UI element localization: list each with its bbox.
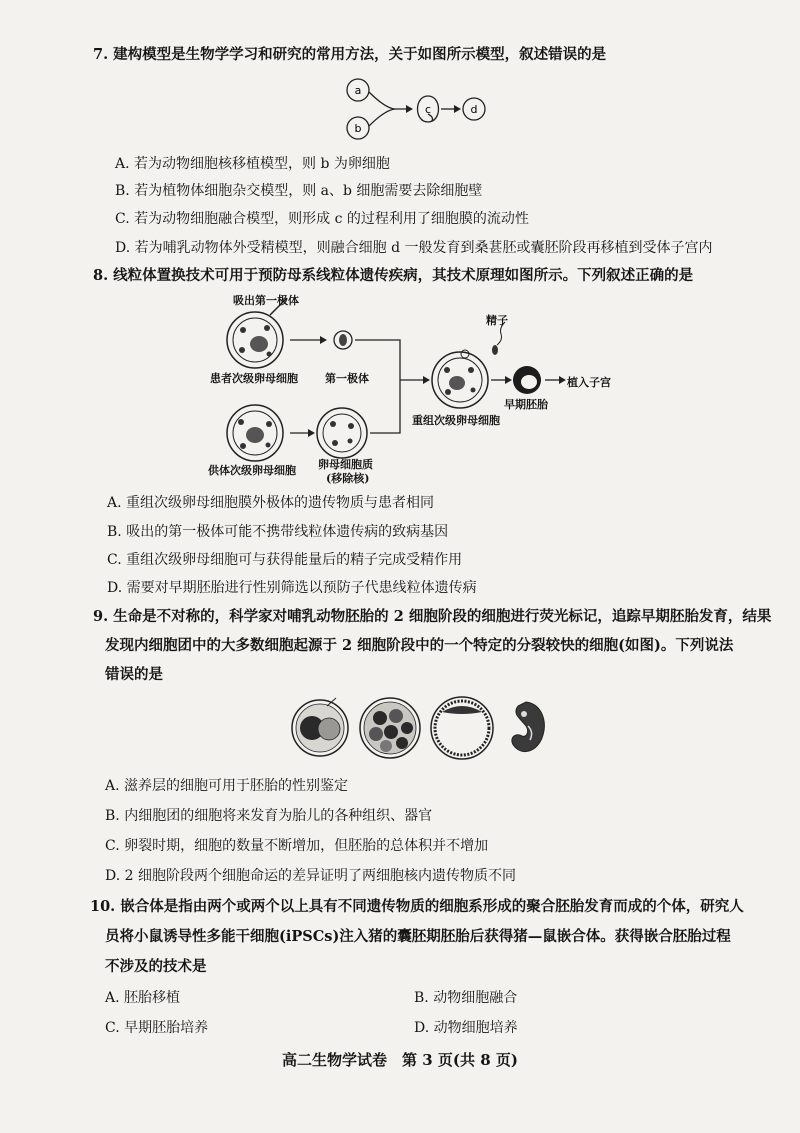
q9-option-c: C. 卵裂时期，细胞的数量不断增加，但胚胎的总体积并不增加 bbox=[105, 838, 489, 854]
q8-option-c: C. 重组次级卵母细胞可与获得能量后的精子完成受精作用 bbox=[107, 552, 463, 568]
q10-stem-line-2: 员将小鼠诱导性多能干细胞(iPSCs)注入猪的囊胚期胚胎后获得猪—鼠嵌合体。获得嵌合胚胎过程 bbox=[105, 928, 731, 945]
q8-label-cytoplasm: 卵母细胞质 bbox=[318, 458, 373, 471]
q9-stem-line-3: 错误的是 bbox=[105, 666, 163, 683]
q10-option-d: D. 动物细胞培养 bbox=[414, 1020, 518, 1036]
q9-option-d: D. 2 细胞阶段两个细胞命运的差异证明了两细胞核内遗传物质不同 bbox=[105, 868, 516, 884]
q7-label-c: c bbox=[424, 103, 432, 116]
q8-label-cytoplasm-sub: (移除核) bbox=[326, 472, 370, 485]
q7-option-d: D. 若为哺乳动物体外受精模型，则融合细胞 d 一般发育到桑葚胚或囊胚阶段再移植到受体子宫内 bbox=[115, 240, 713, 256]
q9-option-b: B. 内细胞团的细胞将来发育为胎儿的各种组织、器官 bbox=[105, 808, 433, 824]
q8-label-polar: 第一极体 bbox=[325, 372, 369, 385]
q8-label-suck-polar: 吸出第一极体 bbox=[233, 294, 299, 307]
q7-label-b: b bbox=[354, 122, 362, 135]
q8-option-b: B. 吸出的第一极体可能不携带线粒体遗传病的致病基因 bbox=[107, 524, 449, 540]
q8-label-sperm: 精子 bbox=[486, 314, 508, 327]
q10-option-b: B. 动物细胞融合 bbox=[414, 990, 518, 1006]
q8-label-donor: 供体次级卵母细胞 bbox=[208, 464, 296, 477]
q10-option-c: C. 早期胚胎培养 bbox=[105, 1020, 209, 1036]
q10-stem-line-3: 不涉及的技术是 bbox=[105, 958, 207, 975]
q10-stem-line-1: 10. 嵌合体是指由两个或两个以上具有不同遗传物质的细胞系形成的聚合胚胎发育而成的个体，研究人 bbox=[90, 898, 744, 915]
q9-stem-line-2: 发现内细胞团中的大多数细胞起源于 2 细胞阶段中的一个特定的分裂较快的细胞(如图)。下列说法 bbox=[105, 637, 734, 654]
q9-option-a: A. 滋养层的细胞可用于胚胎的性别鉴定 bbox=[105, 778, 349, 794]
q8-label-recombined: 重组次级卵母细胞 bbox=[412, 414, 500, 427]
q8-mitochondria-diagram bbox=[195, 290, 655, 490]
q7-stem: 7. 建构模型是生物学学习和研究的常用方法，关于如图所示模型，叙述错误的是 bbox=[93, 46, 607, 63]
page-footer: 高二生物学试卷 第 3 页(共 8 页) bbox=[282, 1051, 518, 1069]
q8-label-patient: 患者次级卵母细胞 bbox=[210, 372, 298, 385]
q9-stem-line-1: 9. 生命是不对称的，科学家对哺乳动物胚胎的 2 细胞阶段的细胞进行荧光标记，追踪早期胚胎发育，结果 bbox=[93, 608, 772, 625]
q7-label-a: a bbox=[354, 84, 362, 97]
q8-option-a: A. 重组次级卵母细胞膜外极体的遗传物质与患者相同 bbox=[107, 495, 435, 511]
q8-label-embryo: 早期胚胎 bbox=[504, 398, 548, 411]
q8-label-implant: 植入子宫 bbox=[567, 376, 611, 389]
q8-option-d: D. 需要对早期胚胎进行性别筛选以预防子代患线粒体遗传病 bbox=[107, 580, 477, 596]
q7-model-diagram bbox=[340, 70, 500, 148]
q7-option-a: A. 若为动物细胞核移植模型，则 b 为卵细胞 bbox=[115, 156, 390, 172]
q7-label-d: d bbox=[470, 103, 478, 116]
q7-option-b: B. 若为植物体细胞杂交模型，则 a、b 细胞需要去除细胞壁 bbox=[115, 183, 483, 199]
q7-option-c: C. 若为动物细胞融合模型，则形成 c 的过程利用了细胞膜的流动性 bbox=[115, 211, 529, 227]
q8-stem: 8. 线粒体置换技术可用于预防母系线粒体遗传疾病，其技术原理如图所示。下列叙述正确的是 bbox=[93, 267, 694, 284]
q9-embryo-diagram bbox=[290, 692, 552, 764]
q10-option-a: A. 胚胎移植 bbox=[105, 990, 181, 1006]
